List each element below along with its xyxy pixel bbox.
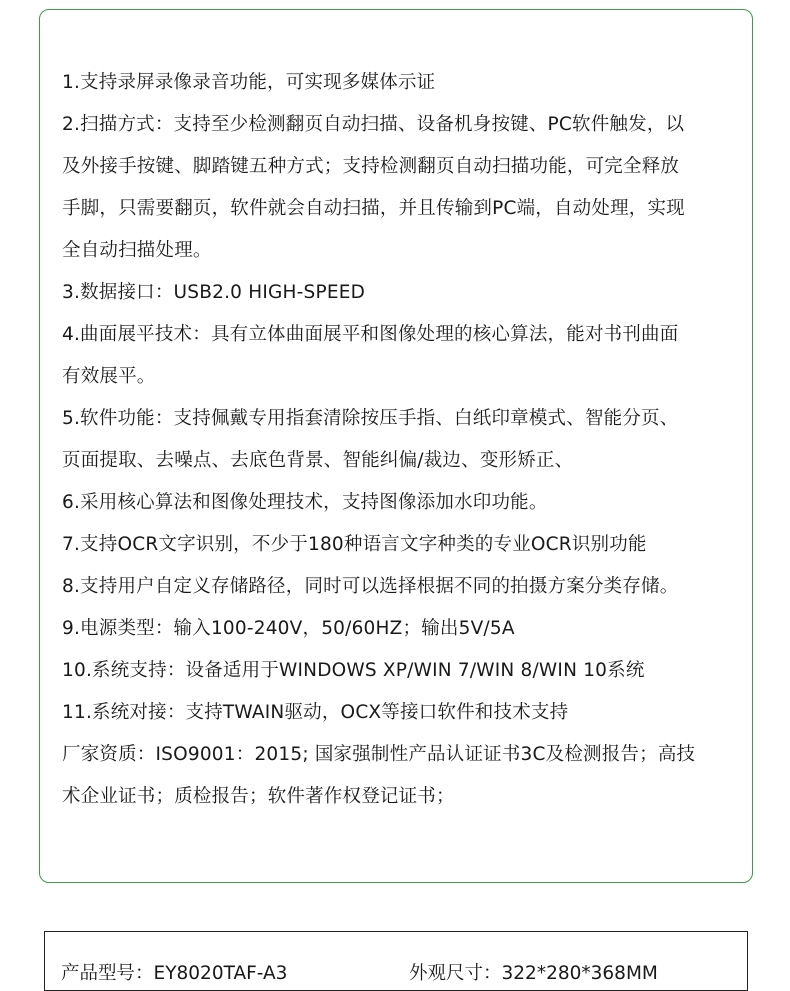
feature-line: 术企业证书；质检报告；软件著作权登记证书；	[62, 786, 455, 807]
feature-line: 手脚，只需要翻页，软件就会自动扫描，并且传输到PC端，自动处理，实现	[62, 198, 685, 219]
feature-line: 6.采用核心算法和图像处理技术，支持图像添加水印功能。	[62, 492, 548, 513]
feature-line: 页面提取、去噪点、去底色背景、智能纠偏/裁边、变形矫正、	[62, 450, 574, 471]
feature-line: 全自动扫描处理。	[62, 240, 212, 261]
feature-line: 5.软件功能：支持佩戴专用指套清除按压手指、白纸印章模式、智能分页、	[62, 408, 679, 429]
feature-line: 3.数据接口：USB2.0 HIGH-SPEED	[62, 282, 366, 303]
feature-line: 10.系统支持：设备适用于WINDOWS XP/WIN 7/WIN 8/WIN 10系统	[62, 660, 645, 681]
feature-list	[62, 62, 734, 818]
feature-line: 8.支持用户自定义存储路径，同时可以选择根据不同的拍摄方案分类存储。	[62, 576, 679, 597]
model-value: EY8020TAF-A3	[153, 963, 288, 984]
feature-line: 7.支持OCR文字识别，不少于180种语言文字种类的专业OCR识别功能	[62, 534, 647, 555]
feature-line: 2.扫描方式：支持至少检测翻页自动扫描、设备机身按键、PC软件触发，以	[62, 114, 685, 135]
feature-line: 及外接手按键、脚踏键五种方式；支持检测翻页自动扫描功能，可完全释放	[62, 156, 680, 177]
size-label: 外观尺寸：	[409, 963, 502, 984]
size-cell	[409, 962, 658, 986]
feature-line: 11.系统对接：支持TWAIN驱动，OCX等接口软件和技术支持	[62, 702, 569, 723]
model-cell	[61, 962, 287, 986]
model-label: 产品型号：	[61, 963, 154, 984]
feature-line: 4.曲面展平技术：具有立体曲面展平和图像处理的核心算法，能对书刊曲面	[62, 324, 679, 345]
feature-line: 有效展平。	[62, 366, 156, 387]
feature-line: 1.支持录屏录像录音功能，可实现多媒体示证	[62, 72, 436, 93]
spec-table	[44, 931, 748, 991]
feature-line: 9.电源类型：输入100-240V，50/60HZ；输出5V/5A	[62, 618, 515, 639]
size-value: 322*280*368MM	[501, 963, 658, 984]
feature-line: 厂家资质：ISO9001：2015; 国家强制性产品认证证书3C及检测报告；高技	[62, 744, 696, 765]
